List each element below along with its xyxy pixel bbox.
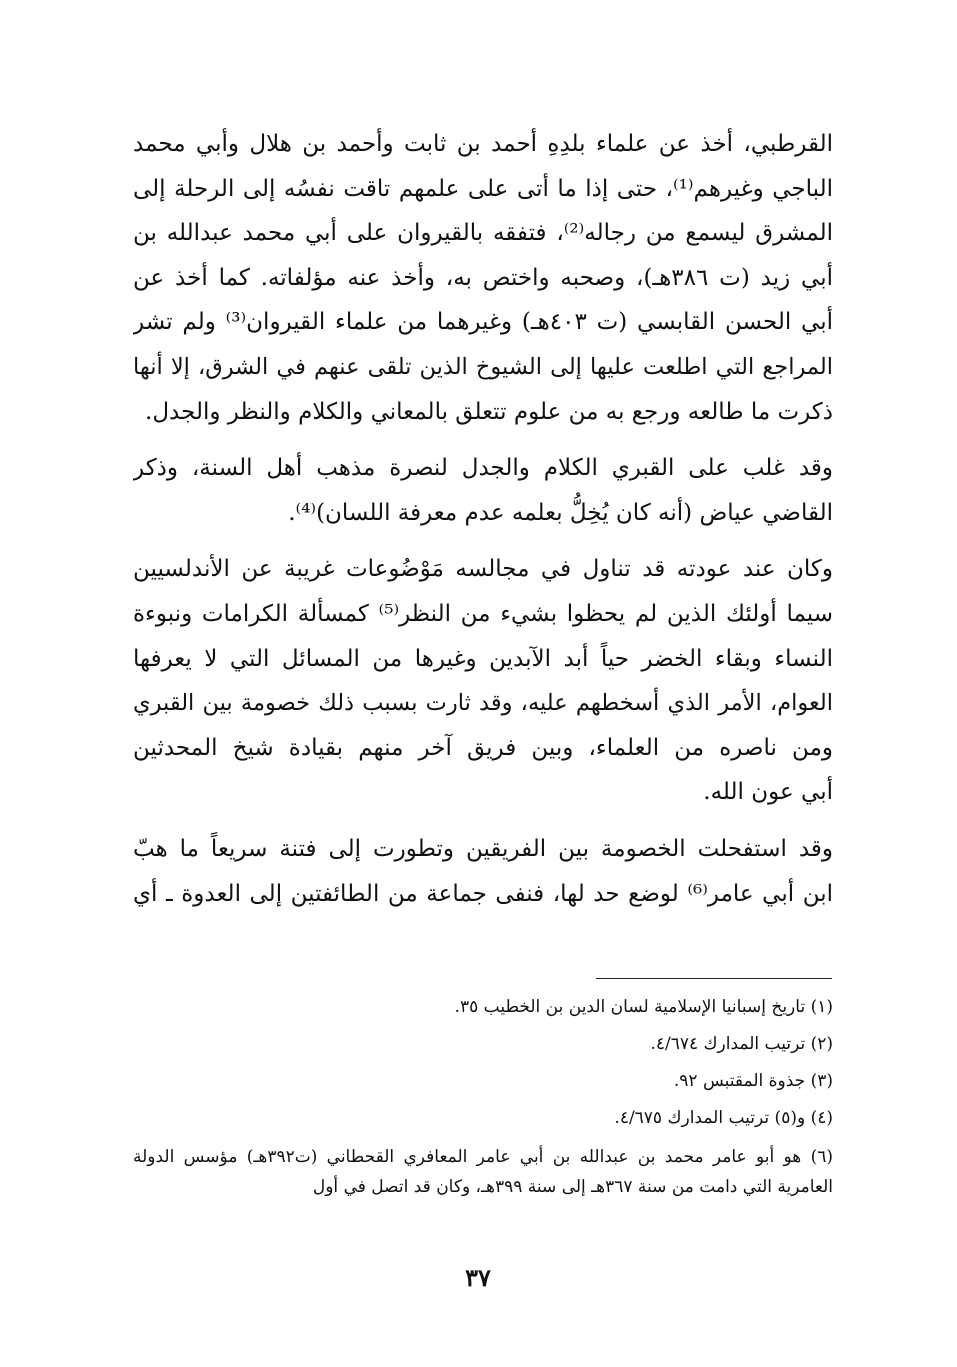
page-number: ٣٧	[465, 1263, 491, 1292]
paragraph-gap	[133, 815, 833, 827]
text-line: وكان عند عودته قد تناول في مجالسه مَوْضُوعات غريبة عن الأندلسيين	[133, 556, 833, 583]
text-line: الباجي وغيرهم⁽¹⁾، حتى إذا ما أتى على علمهم تاقت نفسُه إلى الرحلة إلى	[133, 175, 833, 202]
text-line: المراجع التي اطلعت عليها إلى الشيوخ الذين تلقى عنهم في الشرق، إلا أنها	[133, 353, 833, 380]
paragraph	[133, 827, 833, 916]
paragraph-gap	[133, 434, 833, 446]
paragraph	[133, 547, 833, 815]
text-line: القاضي عياض (أنه كان يُخِلُّ بعلمه عدم معرفة اللسان)⁽⁴⁾.	[288, 499, 833, 526]
paragraph	[133, 122, 833, 434]
text-line: المشرق ليسمع من رجاله⁽²⁾، فتفقه بالقيروان على أبي محمد عبدالله بن	[133, 220, 833, 247]
text-line: ابن أبي عامر⁽⁶⁾ لوضع حد لها، فنفى جماعة من الطائفتين إلى العدوة ـ أي	[133, 880, 833, 907]
text-line: وقد استفحلت الخصومة بين الفريقين وتطورت إلى فتنة سريعاً ما هبّ	[133, 835, 833, 862]
text-line: العوام، الأمر الذي أسخطهم عليه، وقد ثارت بسبب ذلك خصومة بين القبري	[133, 690, 833, 717]
text-line: النساء وبقاء الخضر حياً أبد الآبدين وغيرها من المسائل التي لا يعرفها	[133, 645, 833, 672]
paragraph-gap	[133, 535, 833, 547]
body-text	[133, 122, 833, 916]
footnote: (٦) هو أبو عامر محمد بن عبدالله بن أبي عامر المعافري القحطاني (ت٣٩٢هـ) مؤسس الدولة العامرية التي دامت من سنة ٣٦٧هـ إلى سنة ٣٩٩هـ، وكان قد اتصل في أول	[133, 1147, 833, 1197]
text-line: القرطبي، أخذ عن علماء بلدِهِ أحمد بن ثابت وأحمد بن هلال وأبي محمد	[133, 131, 833, 157]
footnote: (٣) جذوة المقتبس ٩٢.	[673, 1071, 833, 1091]
paragraph	[133, 446, 833, 535]
text-line: أبي زيد (ت ٣٨٦هـ)، وصحبه واختص به، وأخذ عنه مؤلفاته. كما أخذ عن	[133, 264, 833, 291]
footnotes	[133, 994, 833, 1212]
text-line: وقد غلب على القبري الكلام والجدل لنصرة مذهب أهل السنة، وذكر	[133, 455, 833, 482]
footnote: (٢) ترتيب المدارك ٤/٦٧٤.	[650, 1034, 833, 1054]
footnote: (٤) و(٥) ترتيب المدارك ٤/٦٧٥.	[614, 1108, 833, 1128]
text-line: أبي الحسن القابسي (ت ٤٠٣هـ) وغيرهما من علماء القيروان⁽³⁾ ولم تشر	[133, 309, 833, 336]
text-line: ذكرت ما طالعه ورجع به من علوم تتعلق بالمعاني والكلام والنظر والجدل.	[145, 398, 833, 425]
footnote-separator	[596, 978, 832, 979]
text-line: ومن ناصره من العلماء، وبين فريق آخر منهم بقيادة شيخ المحدثين	[133, 734, 833, 761]
footnote: (١) تاريخ إسبانيا الإسلامية لسان الدين بن الخطيب ٣٥.	[454, 997, 833, 1017]
text-line: أبي عون الله.	[703, 779, 833, 806]
text-line: سيما أولئك الذين لم يحظوا بشيء من النظر⁽⁵⁾ كمسألة الكرامات ونبوءة	[133, 600, 833, 627]
